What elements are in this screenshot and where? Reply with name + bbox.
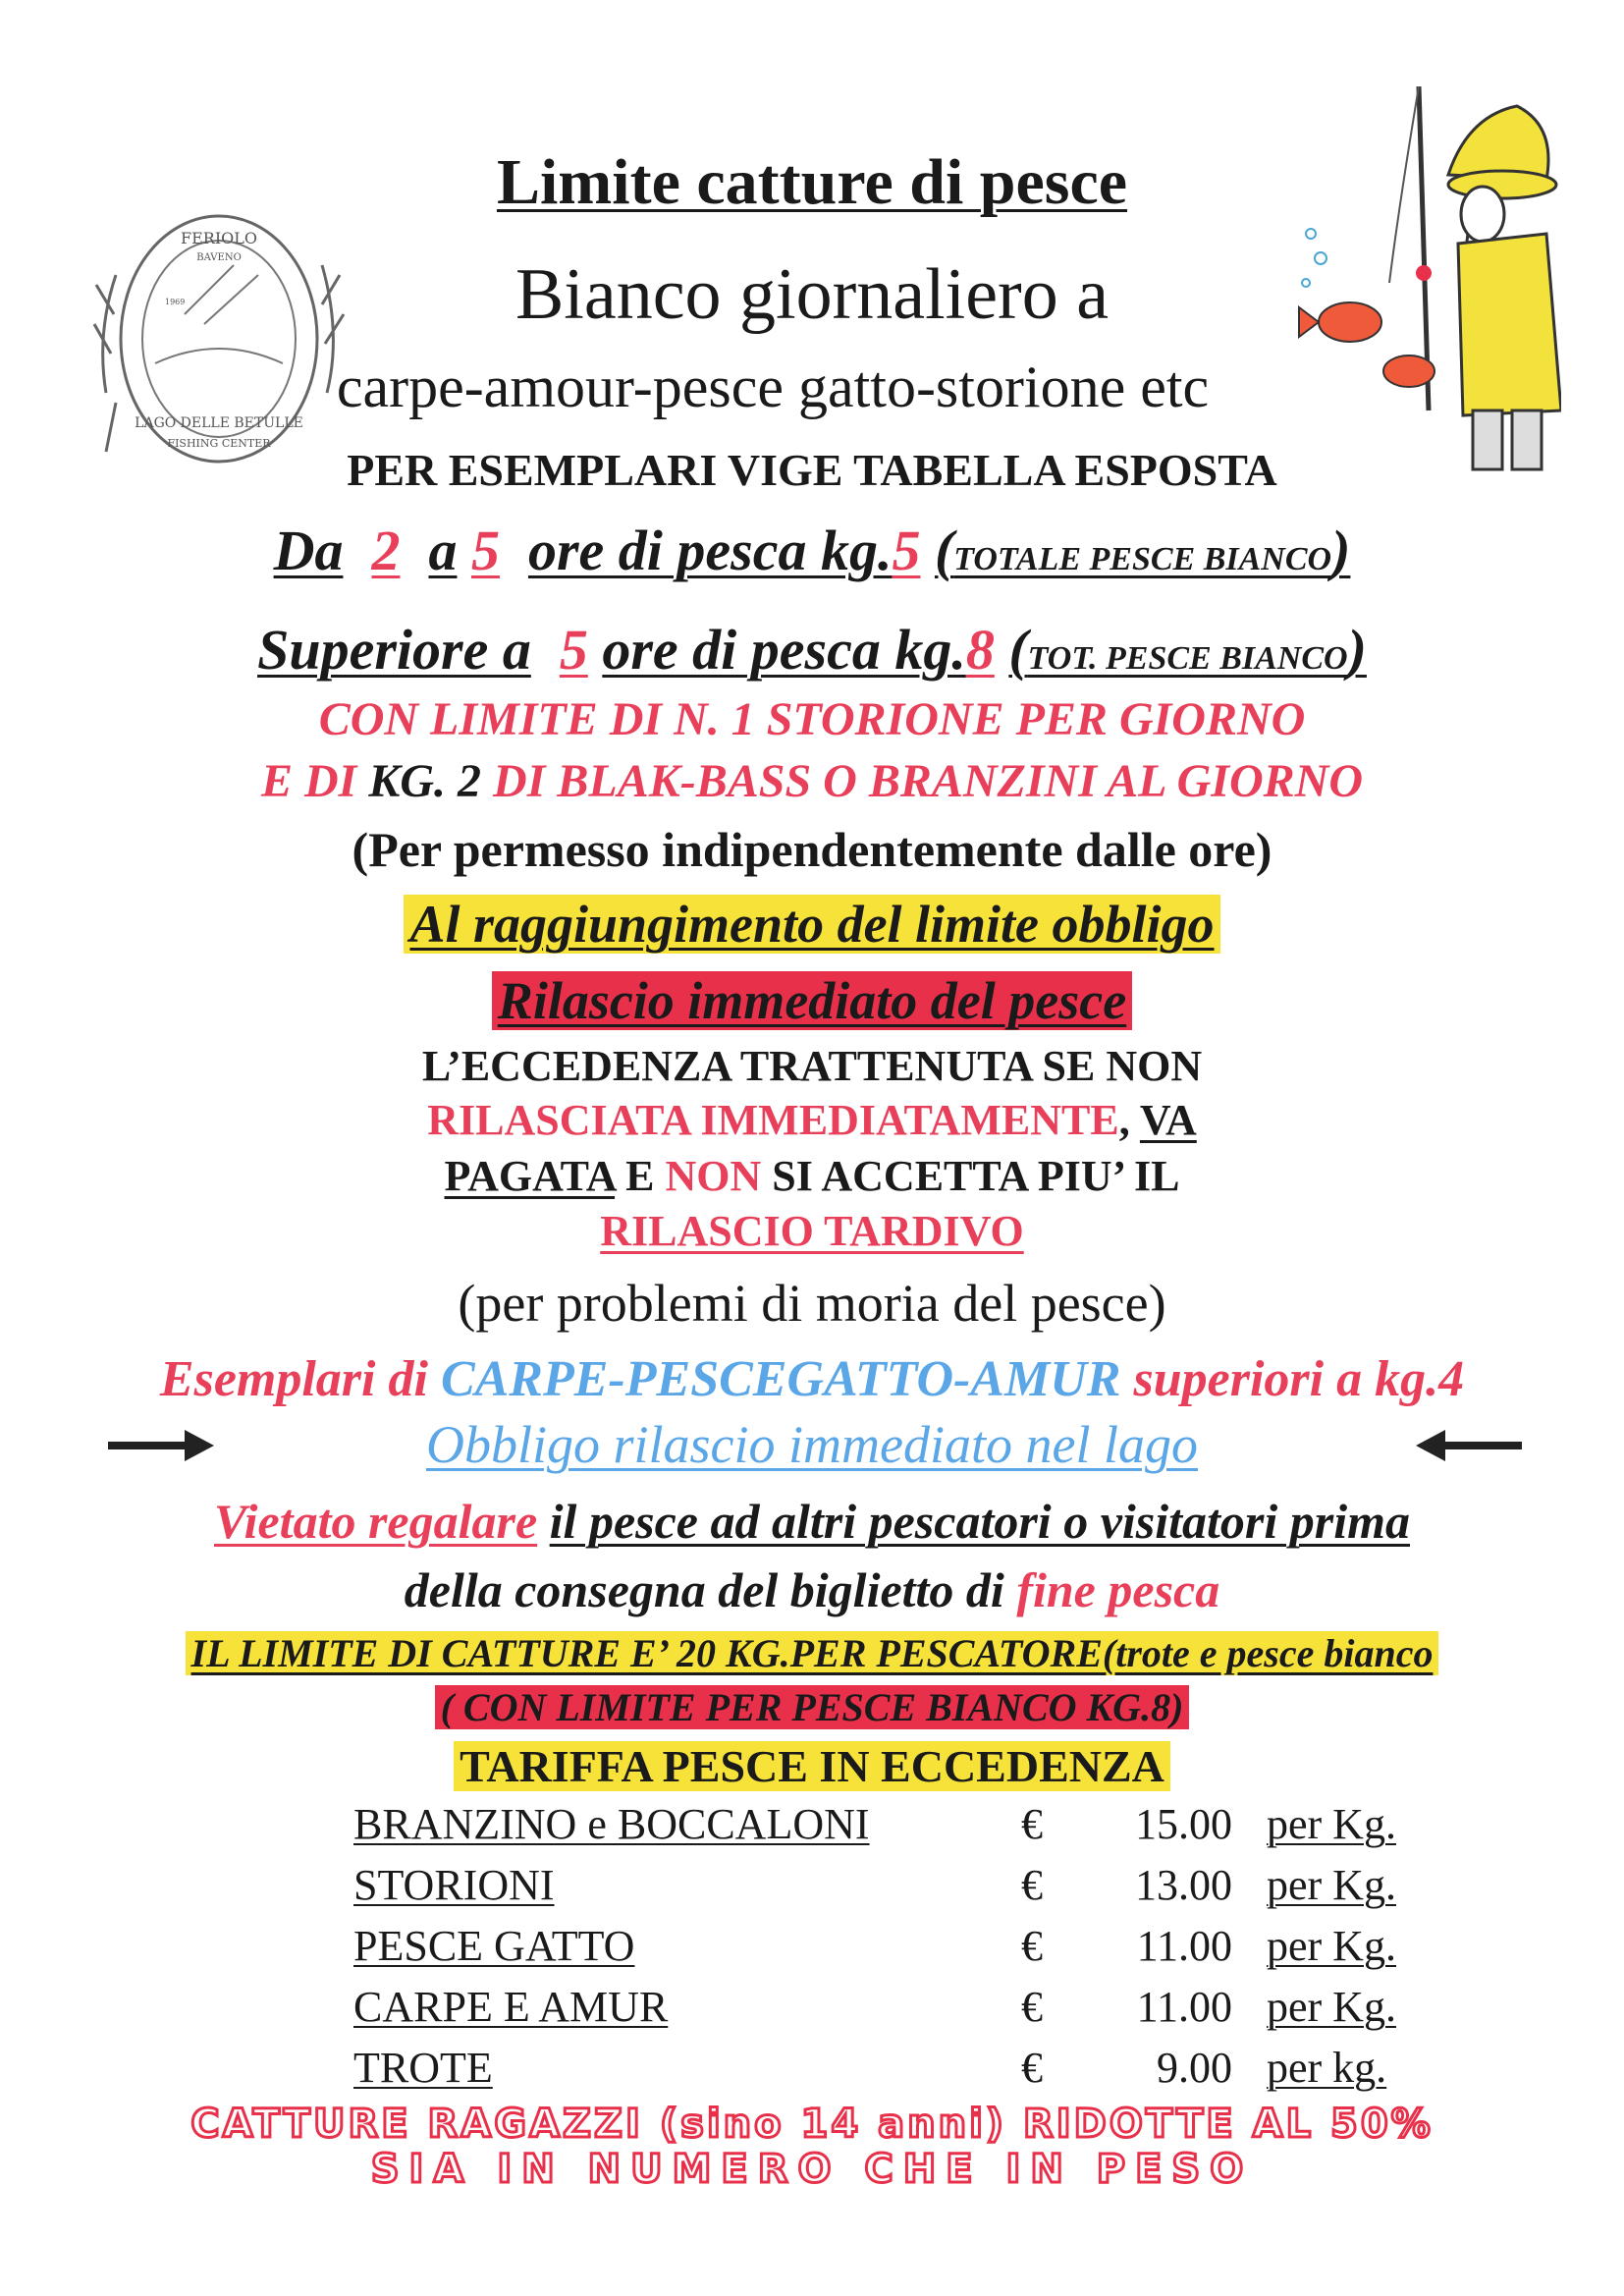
tariff-price: 15.00	[1135, 1800, 1232, 1848]
tariff-price: 13.00	[1135, 1861, 1232, 1909]
limit-2-text-b: KG. 2	[368, 755, 482, 807]
tariff-currency: €	[1021, 1983, 1043, 2031]
rilascio-notice: Rilascio immediato del pesce	[492, 971, 1132, 1030]
permesso-line: (Per permesso indipendentemente dalle ore)	[352, 822, 1272, 877]
logo-top-text: FERIOLO	[180, 229, 258, 247]
esemplari-species: CARPE-PESCEGATTO-AMUR	[440, 1351, 1121, 1407]
eccedenza-non: NON	[665, 1152, 762, 1200]
esemplari-text-c: superiori a kg.4	[1133, 1351, 1465, 1407]
limite-bianco: ( CON LIMITE PER PESCE BIANCO KG.8)	[435, 1685, 1190, 1729]
tariff-price: 11.00	[1136, 1983, 1232, 2031]
esemplari-text-a: Esemplari di	[159, 1351, 428, 1407]
tariff-unit: per Kg.	[1267, 1983, 1396, 2031]
eccedenza-line-2	[0, 1095, 1624, 1145]
logo-sub-text: BAVENO	[196, 252, 242, 263]
esemplari-line	[0, 1350, 1624, 1408]
eccedenza-e: E	[625, 1152, 655, 1200]
logo-bottom-text: FISHING CENTER	[167, 437, 271, 450]
vietato-text: il pesce ad altri pescatori o visitatori prima	[549, 1494, 1410, 1549]
tabella-line: PER ESEMPLARI VIGE TABELLA ESPOSTA	[347, 445, 1277, 495]
tariff-unit: per kg.	[1267, 2044, 1387, 2092]
rule-1	[0, 518, 1624, 583]
rule-2-paren-open: (	[1008, 618, 1028, 682]
eccedenza-line-1: L’ECCEDENZA TRATTENUTA SE NON	[421, 1042, 1203, 1090]
tariff-name: CARPE E AMUR	[353, 1983, 669, 2031]
tariff-row	[353, 1921, 1453, 1976]
eccedenza-pagata: PAGATA	[444, 1152, 616, 1200]
limit-blackbass	[0, 754, 1624, 808]
eccedenza-comma: ,	[1118, 1096, 1130, 1144]
eccedenza-rilasciata: RILASCIATA IMMEDIATAMENTE	[427, 1096, 1119, 1144]
tariff-price: 11.00	[1136, 1922, 1232, 1970]
tariff-name: PESCE GATTO	[353, 1922, 635, 1970]
eccedenza-line-3	[0, 1151, 1624, 1201]
tariff-unit: per Kg.	[1267, 1922, 1396, 1970]
eccedenza-va: VA	[1139, 1096, 1197, 1144]
obbligo-lago-line: Obbligo rilascio immediato nel lago	[426, 1415, 1198, 1474]
poster-title: Limite catture di pesce	[496, 146, 1128, 218]
eccedenza-accetta: SI ACCETTA PIU’ IL	[772, 1152, 1180, 1200]
rule-1-text-a: Da	[273, 519, 344, 582]
tariff-currency: €	[1021, 1800, 1043, 1848]
rule-1-paren-close: )	[1331, 519, 1351, 582]
species-line: carpe-amour-pesce gatto-storione etc	[336, 355, 1210, 419]
rule-2-text-a: Superiore a	[257, 618, 531, 682]
tariff-currency: €	[1021, 1861, 1043, 1909]
consegna-text: della consegna del biglietto di	[404, 1562, 1004, 1617]
rule-2-note: TOT. PESCE BIANCO	[1027, 640, 1348, 677]
obbligo-notice: Al raggiungimento del limite obbligo	[404, 895, 1219, 954]
rule-1-min-hours: 2	[371, 519, 401, 582]
limite-totale: IL LIMITE DI CATTURE E’ 20 KG.PER PESCATORE(trote e pesce bianco	[186, 1631, 1439, 1675]
vietato-line	[0, 1493, 1624, 1550]
tariff-unit: per Kg.	[1267, 1800, 1396, 1848]
tariff-unit: per Kg.	[1267, 1861, 1396, 1909]
tariff-row	[353, 1799, 1453, 1854]
consegna-fine-pesca: fine pesca	[1016, 1562, 1220, 1617]
tariff-row	[353, 1982, 1453, 2037]
limit-2-text-a: E DI	[260, 755, 357, 807]
rule-1-text-c: ore di pesca kg.	[527, 519, 893, 582]
tariff-currency: €	[1021, 1922, 1043, 1970]
footer-peso: SIA IN NUMERO CHE IN PESO	[370, 2147, 1254, 2192]
rule-2	[0, 617, 1624, 683]
tariff-currency: €	[1021, 2044, 1043, 2092]
rule-1-max-hours: 5	[470, 519, 500, 582]
tariffa-title: TARIFFA PESCE IN ECCEDENZA	[454, 1741, 1170, 1791]
moria-line: (per problemi di moria del pesce)	[458, 1274, 1166, 1333]
rule-2-kg: 8	[965, 618, 995, 682]
limit-storione: CON LIMITE DI N. 1 STORIONE PER GIORNO	[318, 693, 1306, 745]
eccedenza-tardivo: RILASCIO TARDIVO	[600, 1207, 1024, 1255]
tariff-name: BRANZINO e BOCCALONI	[353, 1800, 870, 1848]
logo-tiny-text: 1969	[165, 298, 186, 306]
lago-delle-betulle-logo	[86, 206, 352, 471]
rule-1-text-b: a	[428, 519, 458, 582]
poster-subtitle: Bianco giornaliero a	[514, 254, 1110, 335]
tariff-row	[353, 2043, 1453, 2098]
rule-2-text-b: ore di pesca kg.	[602, 618, 966, 682]
rule-1-note: TOTALE PESCE BIANCO	[953, 541, 1332, 577]
tariff-price: 9.00	[1157, 2044, 1232, 2092]
rule-2-paren-close: )	[1347, 618, 1367, 682]
logo-ring-text: LAGO DELLE BETULLE	[135, 415, 303, 431]
tariff-name: STORIONI	[353, 1861, 555, 1909]
limit-2-text-c: DI BLAK-BASS O BRANZINI AL GIORNO	[493, 755, 1363, 807]
consegna-line	[0, 1561, 1624, 1618]
tariff-row	[353, 1860, 1453, 1915]
vietato-regalare: Vietato regalare	[214, 1494, 538, 1549]
rule-1-paren-open: (	[934, 519, 954, 582]
rule-1-kg: 5	[892, 519, 921, 582]
tariff-name: TROTE	[353, 2044, 493, 2092]
rule-2-hours: 5	[559, 618, 588, 682]
footer-ragazzi: CATTURE RAGAZZI (sino 14 anni) RIDOTTE AL 50%	[190, 2102, 1434, 2147]
